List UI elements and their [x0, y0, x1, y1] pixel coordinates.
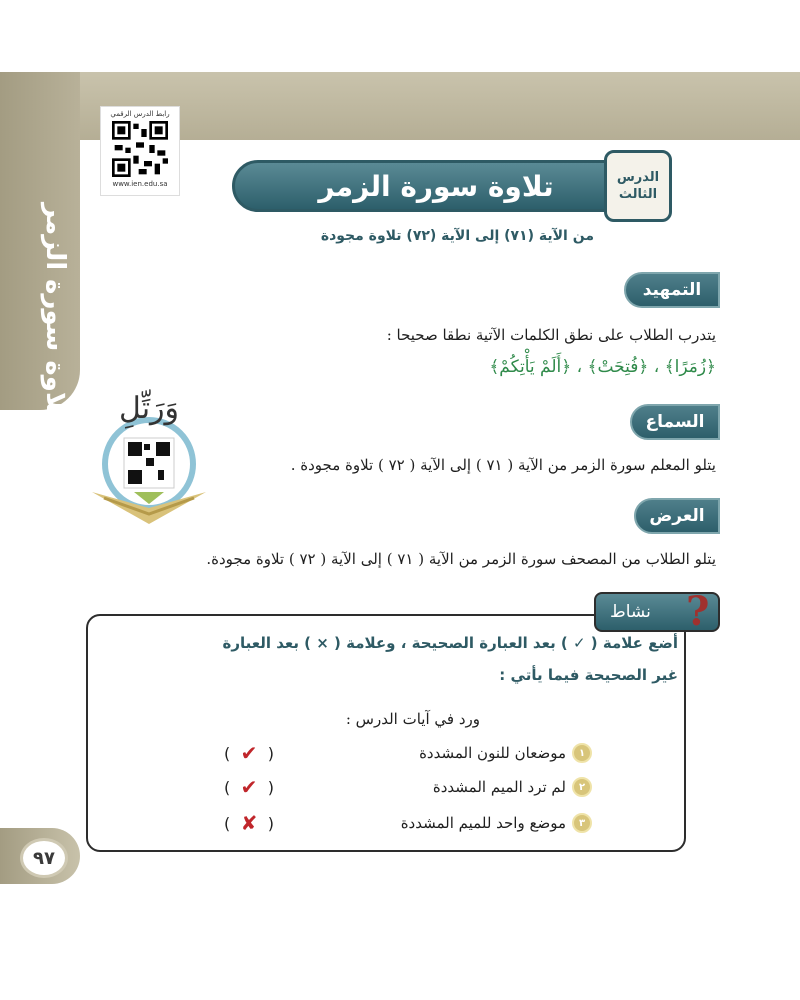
item-text: موضع واحد للميم المشددة: [400, 814, 566, 832]
question-mark-icon: ?: [686, 588, 710, 635]
answer-close-paren: ): [267, 743, 274, 763]
activity-instruction-line1: أضع علامة ( ✓ ) بعد العبارة الصحيحة ، وعلامة ( × ) بعد العبارة: [222, 634, 678, 652]
activity-instruction-line2: غير الصحيحة فيما يأتي :: [499, 666, 678, 684]
qr-url: www.ien.edu.sa: [112, 180, 168, 188]
side-title: تلاوة سورة الزمر: [40, 202, 70, 422]
item-number-badge: ١: [572, 743, 592, 763]
answer-slot[interactable]: [224, 810, 274, 836]
answer-open-paren: (: [224, 777, 231, 797]
section-label-presentation: العرض: [649, 506, 705, 526]
lesson-title-banner: [232, 160, 640, 212]
answer-slot[interactable]: [224, 774, 274, 800]
list-item: [433, 774, 592, 800]
item-number-badge: ٣: [572, 813, 592, 833]
tilawa-emblem-icon[interactable]: [84, 374, 214, 534]
answer-slot[interactable]: [224, 740, 274, 766]
page-number-badge: [20, 838, 68, 878]
item-number-badge: ٢: [572, 777, 592, 797]
side-strip: [0, 72, 80, 422]
qr-code-icon: [112, 121, 168, 177]
activity-intro: ورد في آيات الدرس :: [345, 710, 480, 728]
cross-mark-icon: ✘: [240, 811, 258, 835]
section-label-intro: التمهيد: [642, 280, 702, 300]
section-label-listening: السماع: [645, 412, 705, 432]
lesson-badge-line1: الدرس: [616, 170, 660, 185]
lesson-title: تلاوة سورة الزمر: [318, 169, 554, 203]
lesson-number-badge: [604, 150, 672, 222]
list-item: [419, 740, 592, 766]
item-text: موضعان للنون المشددة: [419, 744, 566, 762]
qr-label: رابط الدرس الرقمي: [110, 110, 170, 118]
lesson-badge-line2: الثالث: [618, 187, 658, 202]
section-tab-intro: [624, 272, 720, 308]
answer-close-paren: ): [267, 777, 274, 797]
page-number: ٩٧: [33, 847, 55, 869]
answer-open-paren: (: [224, 743, 231, 763]
answer-close-paren: ): [267, 813, 274, 833]
quran-words: ﴿زُمَرًا﴾ ، ﴿فُتِحَتْ﴾ ، ﴿أَلَمْ يَأْتِكُمْ﴾: [489, 357, 716, 377]
lesson-subtitle: من الآية (٧١) إلى الآية (٧٢) تلاوة مجودة: [320, 228, 594, 244]
checkmark-icon: ✔: [240, 775, 258, 799]
answer-open-paren: (: [224, 813, 231, 833]
checkmark-icon: ✔: [240, 741, 258, 765]
item-text: لم ترد الميم المشددة: [432, 778, 566, 796]
listening-text: يتلو المعلم سورة الزمر من الآية ( ٧١ ) إلى الآية ( ٧٢ ) تلاوة مجودة .: [290, 456, 716, 474]
section-tab-presentation: [634, 498, 720, 534]
emblem-word: وَرَتِّلِ: [118, 391, 180, 426]
presentation-text: يتلو الطلاب من المصحف سورة الزمر من الآية ( ٧١ ) إلى الآية ( ٧٢ ) تلاوة مجودة.: [206, 550, 716, 568]
digital-lesson-qr[interactable]: [100, 106, 180, 196]
list-item: [401, 810, 592, 836]
section-tab-listening: [630, 404, 720, 440]
intro-text: يتدرب الطلاب على نطق الكلمات الآتية نطقا صحيحا :: [386, 326, 716, 344]
activity-label: نشاط: [610, 602, 651, 622]
